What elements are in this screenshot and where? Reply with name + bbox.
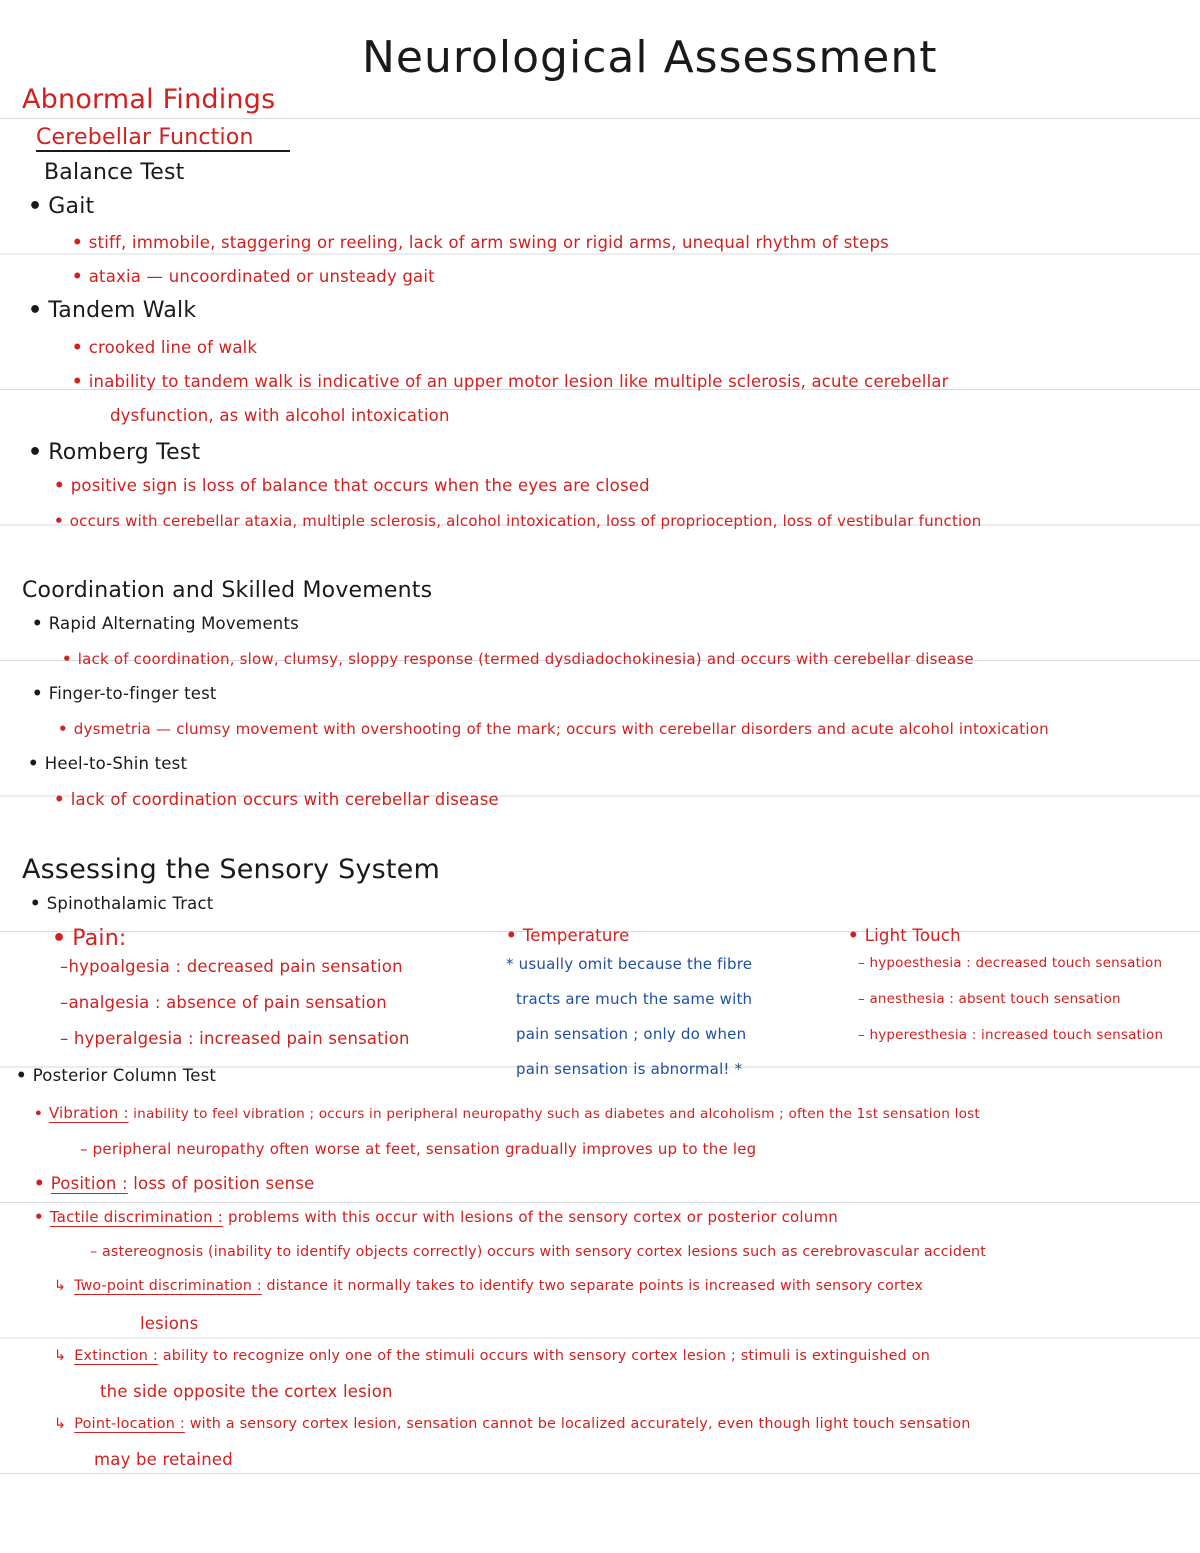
light-touch-column — [848, 926, 1163, 1063]
balance-test-heading: Balance Test — [44, 160, 185, 185]
bullet: • — [28, 194, 43, 219]
ftf-item-text: dysmetria — clumsy movement with overshooting of the mark; occurs with cerebellar disorders and acute alcohol intoxication — [73, 720, 1049, 738]
temperature-label: Temperature — [522, 926, 630, 945]
two-point-label: Two-point discrimination : — [74, 1278, 262, 1294]
vibration-item: • Vibration : inability to feel vibration ; occurs in peripheral neuropathy such as diabetes and alcoholism ; often the 1st sensation lost — [34, 1104, 980, 1122]
gait-label: Gait — [48, 194, 95, 219]
point-location-cont: may be retained — [94, 1450, 233, 1469]
point-location-label: Point-location : — [74, 1416, 185, 1432]
tandem-item-1-text: crooked line of walk — [88, 338, 258, 357]
vibration-text: inability to feel vibration ; occurs in peripheral neuropathy such as diabetes and alcoholism ; often the 1st sensation lost — [133, 1106, 980, 1122]
temperature-note-2: tracts are much the same with — [516, 990, 753, 1008]
extinction-item — [54, 1348, 930, 1364]
pain-heading: • Pain: — [52, 926, 127, 951]
tactile-sub: – astereognosis (inability to identify objects correctly) occurs with sensory cortex lesions such as cerebrovascular accident — [90, 1244, 986, 1260]
tactile-item: • Tactile discrimination : problems with this occur with lesions of the sensory cortex or posterior column — [34, 1208, 838, 1226]
tandem-item-2-cont: dysfunction, as with alcohol intoxication — [110, 406, 450, 425]
tactile-label: Tactile discrimination : — [49, 1208, 224, 1226]
gait-heading — [28, 194, 94, 219]
pain-label: Pain: — [72, 926, 127, 951]
arrow-icon: ↳ — [54, 1348, 67, 1364]
arrow-icon: ↳ — [54, 1278, 67, 1294]
ram-heading: • Rapid Alternating Movements — [32, 614, 299, 633]
ftf-item: • dysmetria — clumsy movement with overshooting of the mark; occurs with cerebellar disorders and acute alcohol intoxication — [58, 720, 1049, 738]
arrow-icon: ↳ — [54, 1416, 67, 1432]
light-touch-heading: • Light Touch — [848, 926, 961, 945]
tandem-walk-label: Tandem Walk — [48, 298, 197, 323]
gait-item-2-text: ataxia — uncoordinated or unsteady gait — [88, 267, 435, 286]
light-touch-label: Light Touch — [864, 926, 961, 945]
pain-column — [52, 926, 410, 1065]
page-title: Neurological Assessment — [362, 32, 938, 83]
spinothalamic-label: Spinothalamic Tract — [46, 894, 214, 913]
two-point-text: distance it normally takes to identify two separate points is increased with sensory cortex — [266, 1278, 924, 1294]
tactile-text: problems with this occur with lesions of the sensory cortex or posterior column — [228, 1208, 838, 1226]
extinction-cont: the side opposite the cortex lesion — [100, 1382, 393, 1401]
tandem-walk-heading: • Tandem Walk — [28, 298, 197, 323]
temperature-note-1: * usually omit because the fibre — [506, 955, 753, 973]
extinction-label: Extinction : — [74, 1348, 158, 1364]
touch-item-2: – anesthesia : absent touch sensation — [858, 991, 1121, 1007]
romberg-item-1-text: positive sign is loss of balance that occurs when the eyes are closed — [70, 476, 650, 495]
ftf-label: Finger-to-finger test — [48, 684, 217, 703]
position-label: Position : — [50, 1174, 128, 1193]
pain-item-3: – hyperalgesia : increased pain sensation — [60, 1029, 410, 1048]
point-location-item — [54, 1416, 971, 1432]
touch-item-1: – hypoesthesia : decreased touch sensation — [858, 955, 1163, 971]
temperature-note-4: pain sensation is abnormal! * — [516, 1060, 743, 1078]
coordination-heading: Coordination and Skilled Movements — [22, 578, 433, 603]
sensory-heading: Assessing the Sensory System — [22, 854, 440, 885]
two-point-cont: lesions — [140, 1314, 199, 1333]
romberg-item-2: • occurs with cerebellar ataxia, multiple sclerosis, alcohol intoxication, loss of proprioception, loss of vestibular function — [54, 512, 982, 530]
posterior-column-label: Posterior Column Test — [32, 1066, 217, 1085]
posterior-column-heading: • Posterior Column Test — [16, 1066, 217, 1085]
tandem-item-1: • crooked line of walk — [72, 338, 258, 357]
vibration-sub: – peripheral neuropathy often worse at feet, sensation gradually improves up to the leg — [80, 1140, 757, 1158]
gait-item-1: • stiff, immobile, staggering or reeling, lack of arm swing or rigid arms, unequal rhythm of steps — [72, 233, 889, 252]
tandem-item-2-text: inability to tandem walk is indicative of an upper motor lesion like multiple sclerosis, acute cerebellar — [88, 372, 949, 391]
tandem-item-2: • inability to tandem walk is indicative of an upper motor lesion like multiple sclerosis, acute cerebellar — [72, 372, 949, 391]
abnormal-findings-heading: Abnormal Findings — [22, 84, 276, 115]
position-item: • Position : loss of position sense — [34, 1174, 315, 1193]
ram-item: • lack of coordination, slow, clumsy, sloppy response (termed dysdiadochokinesia) and occurs with cerebellar disease — [62, 650, 974, 668]
romberg-label: Romberg Test — [48, 440, 201, 465]
ram-item-text: lack of coordination, slow, clumsy, sloppy response (termed dysdiadochokinesia) and occurs with cerebellar disease — [77, 650, 974, 668]
gait-item-1-text: stiff, immobile, staggering or reeling, lack of arm swing or rigid arms, unequal rhythm of steps — [88, 233, 889, 252]
hts-heading: • Heel-to-Shin test — [28, 754, 188, 773]
hts-item-text: lack of coordination occurs with cerebellar disease — [70, 790, 499, 809]
vibration-label: Vibration : — [48, 1104, 129, 1122]
romberg-heading: • Romberg Test — [28, 440, 201, 465]
temperature-column — [506, 926, 752, 1095]
pain-item-1: –hypoalgesia : decreased pain sensation — [60, 957, 403, 976]
ram-label: Rapid Alternating Movements — [48, 614, 299, 633]
spinothalamic-heading: • Spinothalamic Tract — [30, 894, 214, 913]
hts-label: Heel-to-Shin test — [44, 754, 188, 773]
temperature-heading: • Temperature — [506, 926, 630, 945]
cerebellar-function-heading: Cerebellar Function — [36, 125, 290, 152]
romberg-item-2-text: occurs with cerebellar ataxia, multiple sclerosis, alcohol intoxication, loss of proprioception, loss of vestibular function — [69, 512, 982, 530]
romberg-item-1: • positive sign is loss of balance that occurs when the eyes are closed — [54, 476, 650, 495]
two-point-item — [54, 1278, 923, 1294]
temperature-note-3: pain sensation ; only do when — [516, 1025, 747, 1043]
position-text: loss of position sense — [133, 1174, 315, 1193]
ftf-heading: • Finger-to-finger test — [32, 684, 217, 703]
hts-item: • lack of coordination occurs with cerebellar disease — [54, 790, 499, 809]
pain-item-2: –analgesia : absence of pain sensation — [60, 993, 387, 1012]
point-location-text: with a sensory cortex lesion, sensation cannot be localized accurately, even though light touch sensation — [189, 1416, 971, 1432]
extinction-text: ability to recognize only one of the stimuli occurs with sensory cortex lesion ; stimuli is extinguished on — [162, 1348, 931, 1364]
gait-item-2: • ataxia — uncoordinated or unsteady gait — [72, 267, 435, 286]
touch-item-3: – hyperesthesia : increased touch sensation — [858, 1027, 1164, 1043]
